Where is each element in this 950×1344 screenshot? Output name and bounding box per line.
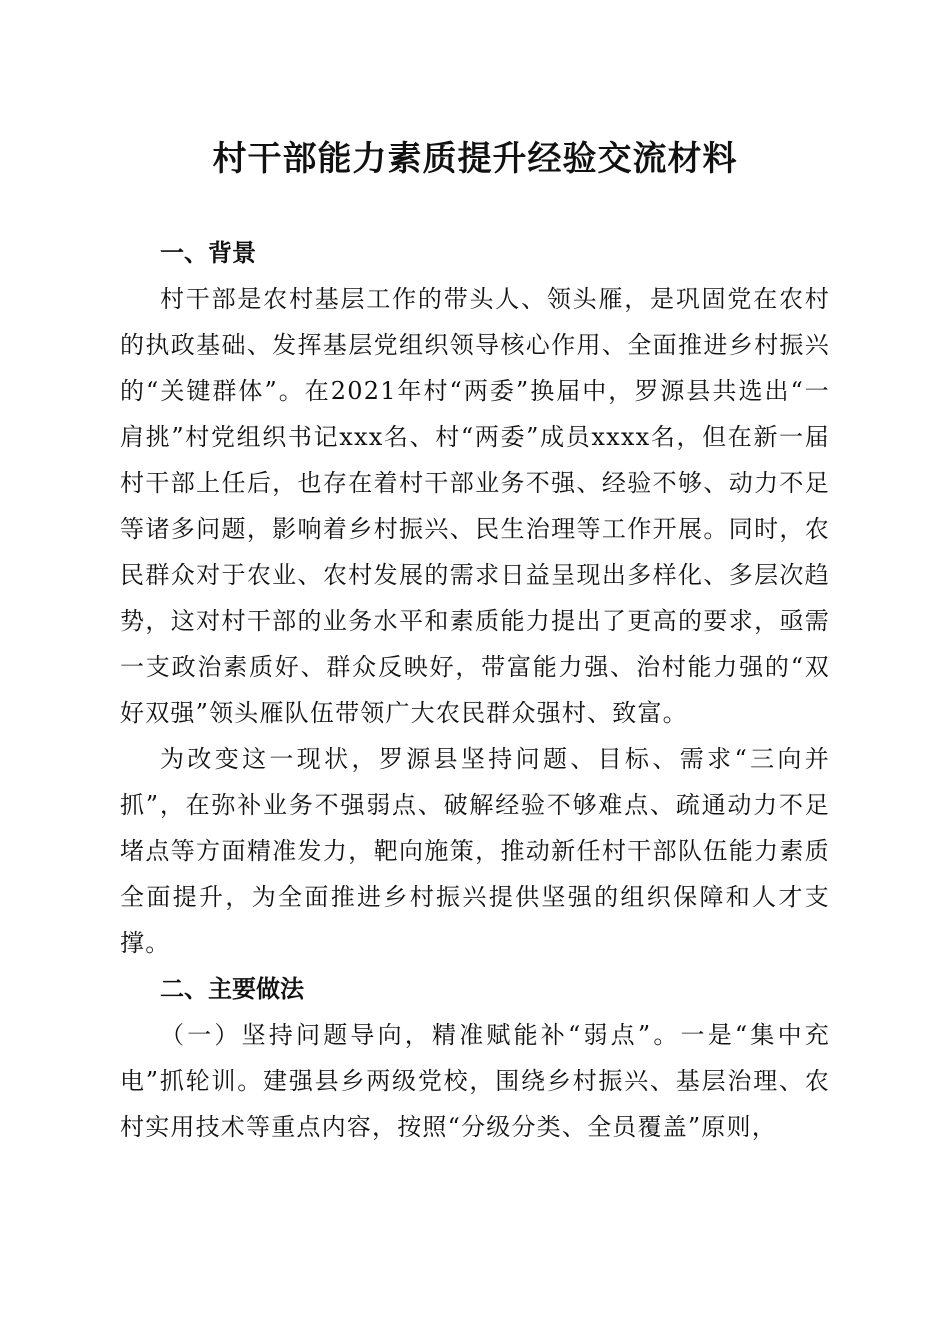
paragraph: （一）坚持问题导向，精准赋能补“弱点”。一是“集中充电”抓轮训。建强县乡两级党校，围绕乡村振兴、基层治理、农村实用技术等重点内容，按照“分级分类、全员覆盖”原则， [120,1021,830,1141]
document-title: 村干部能力素质提升经验交流材料 [212,139,738,179]
section-heading-main-practices: 二、主要做法 [160,974,304,1003]
section-heading-background: 一、背景 [160,238,256,267]
paragraph: 为改变这一现状，罗源县坚持问题、目标、需求“三向并抓”，在弥补业务不强弱点、破解经验不够难点、疏通动力不足堵点等方面精准发力，靶向施策，推动新任村干部队伍能力素质全面提升，为全面推进乡村振兴提供坚强的组织保障和人才支撑。 [120,745,830,957]
paragraph: 村干部是农村基层工作的带头人、领头雁，是巩固党在农村的执政基础、发挥基层党组织领导核心作用、全面推进乡村振兴的“关键群体”。在2021年村“两委”换届中，罗源县共选出“一肩挑”村党组织书记xxx名、村“两委”成员xxxx名，但在新一届村干部上任后，也存在着村干部业务不强、经验不够、动力不足等诸多问题，影响着乡村振兴、民生治理等工作开展。同时，农民群众对于农业、农村发展的需求日益呈现出多样化、多层次趋势，这对村干部的业务水平和素质能力提出了更高的要求，亟需一支政治素质好、群众反映好，带富能力强、治村能力强的“双好双强”领头雁队伍带领广大农民群众强村、致富。 [120,285,830,727]
document-body [120,230,830,1150]
